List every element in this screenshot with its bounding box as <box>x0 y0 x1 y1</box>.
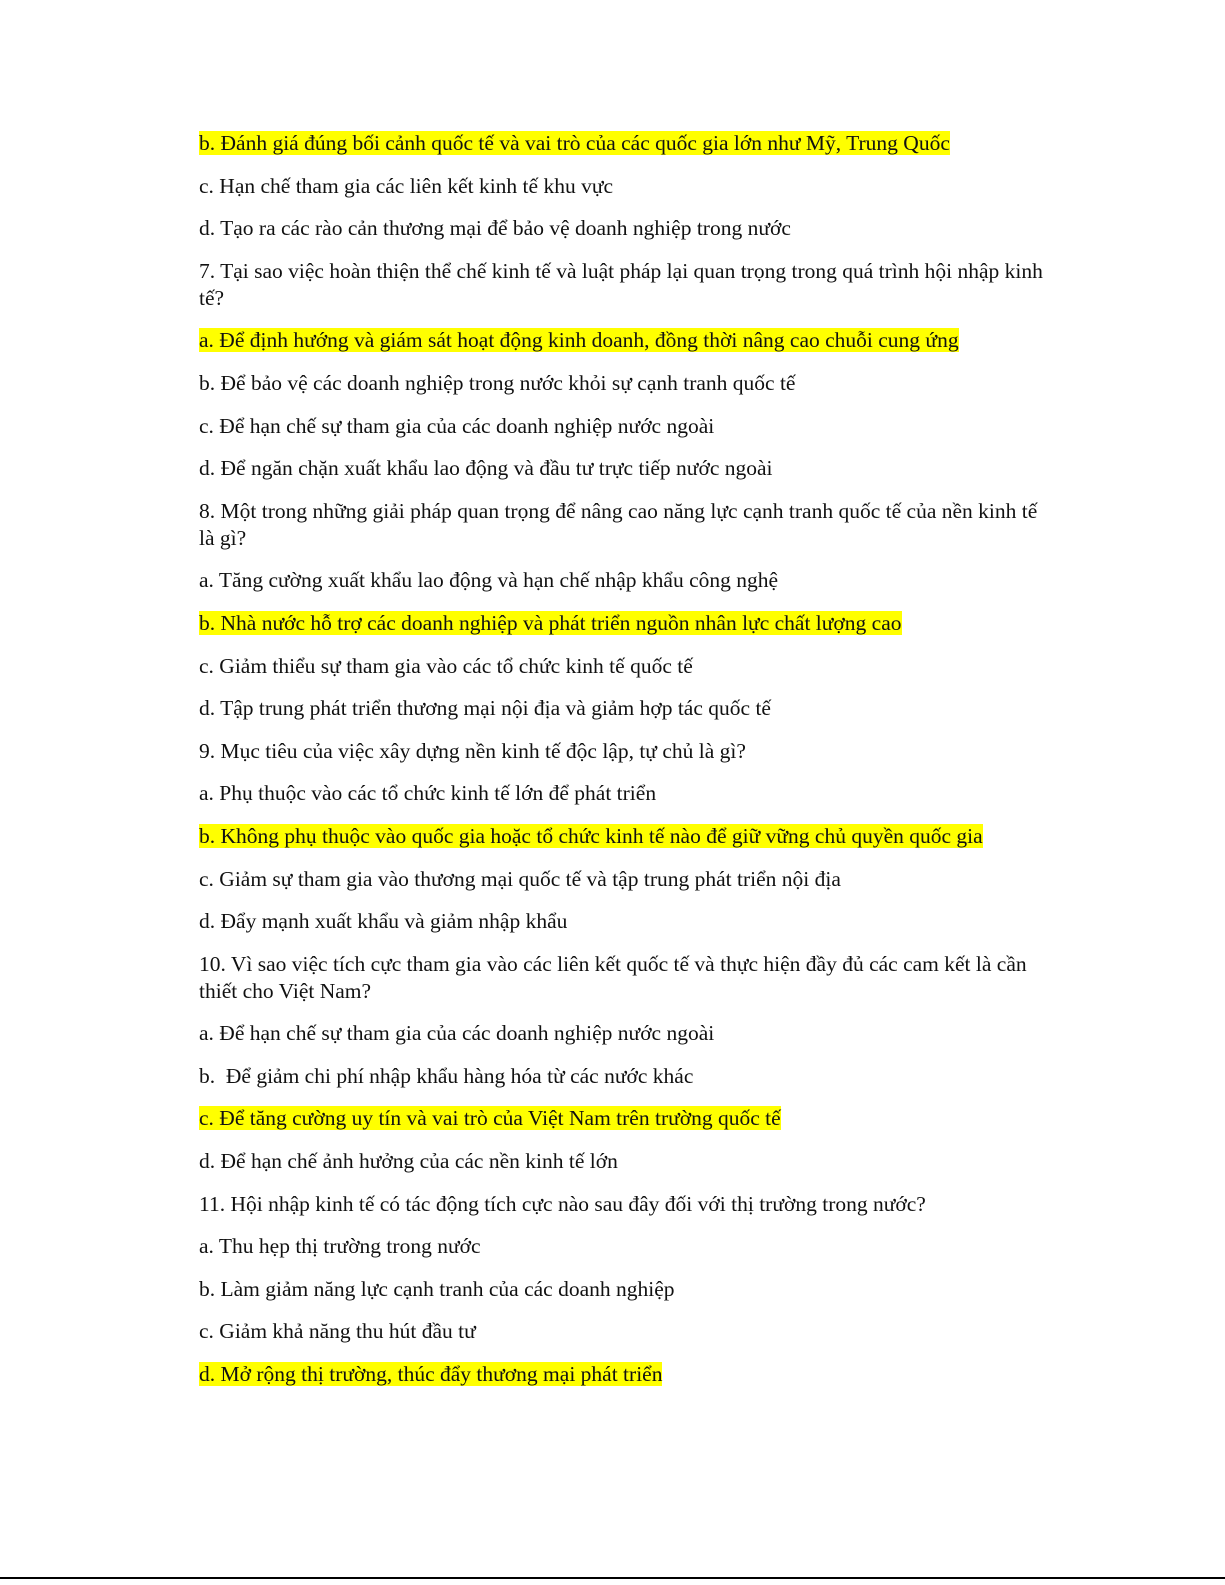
question-8: 8. Một trong những giải pháp quan trọng để nâng cao năng lực cạnh tranh quốc tế của nền kinh tế là gì? <box>199 498 1038 550</box>
answer-option: a. Thu hẹp thị trường trong nước <box>199 1234 481 1259</box>
answer-option: b. Để bảo vệ các doanh nghiệp trong nước khỏi sự cạnh tranh quốc tế <box>199 370 796 395</box>
answer-option: b. Làm giảm năng lực cạnh tranh của các doanh nghiệp <box>199 1276 675 1301</box>
answer-option: a. Tăng cường xuất khẩu lao động và hạn chế nhập khẩu công nghệ <box>199 568 779 593</box>
answer-option <box>199 610 1049 637</box>
question-7: 7. Tại sao việc hoàn thiện thể chế kinh tế và luật pháp lại quan trọng trong quá trình hội nhập kinh tế? <box>199 258 1043 310</box>
document-body <box>199 130 1049 1404</box>
question-11: 11. Hội nhập kinh tế có tác động tích cực nào sau đây đối với thị trường trong nước? <box>199 1191 926 1216</box>
highlighted-answer: b. Nhà nước hỗ trợ các doanh nghiệp và phát triển nguồn nhân lực chất lượng cao <box>199 610 902 635</box>
question-9: 9. Mục tiêu của việc xây dựng nền kinh tế độc lập, tự chủ là gì? <box>199 738 746 763</box>
page-bottom-edge <box>0 1577 1225 1579</box>
highlighted-answer: a. Để định hướng và giám sát hoạt động kinh doanh, đồng thời nâng cao chuỗi cung ứng <box>199 328 959 353</box>
answer-option: c. Giảm thiểu sự tham gia vào các tổ chức kinh tế quốc tế <box>199 653 693 678</box>
highlighted-answer: c. Để tăng cường uy tín và vai trò của Việt Nam trên trường quốc tế <box>199 1106 781 1131</box>
highlighted-answer: b. Đánh giá đúng bối cảnh quốc tế và vai trò của các quốc gia lớn như Mỹ, Trung Quốc <box>199 131 950 155</box>
answer-option: b. Để giảm chi phí nhập khẩu hàng hóa từ các nước khác <box>199 1063 694 1088</box>
answer-option <box>199 327 1049 354</box>
answer-option <box>199 823 1049 850</box>
answer-option: c. Giảm sự tham gia vào thương mại quốc tế và tập trung phát triển nội địa <box>199 866 841 891</box>
answer-option: a. Phụ thuộc vào các tổ chức kinh tế lớn để phát triển <box>199 781 657 806</box>
highlighted-answer: d. Mở rộng thị trường, thúc đẩy thương mại phát triển <box>199 1362 663 1387</box>
answer-option <box>199 1361 1049 1388</box>
answer-option: a. Để hạn chế sự tham gia của các doanh nghiệp nước ngoài <box>199 1021 715 1046</box>
answer-option <box>199 130 1049 157</box>
highlighted-answer: b. Không phụ thuộc vào quốc gia hoặc tổ chức kinh tế nào để giữ vững chủ quyền quốc gia <box>199 823 983 848</box>
answer-option: d. Tạo ra các rào cản thương mại để bảo vệ doanh nghiệp trong nước <box>199 216 791 241</box>
answer-option: d. Để hạn chế ảnh hưởng của các nền kinh tế lớn <box>199 1149 618 1174</box>
answer-option <box>199 1105 1049 1132</box>
question-10: 10. Vì sao việc tích cực tham gia vào các liên kết quốc tế và thực hiện đầy đủ các cam kết là cần thiết cho Việt Nam? <box>199 951 1027 1003</box>
answer-option: d. Để ngăn chặn xuất khẩu lao động và đầu tư trực tiếp nước ngoài <box>199 456 773 481</box>
answer-option: d. Đẩy mạnh xuất khẩu và giảm nhập khẩu <box>199 909 568 934</box>
answer-option: d. Tập trung phát triển thương mại nội địa và giảm hợp tác quốc tế <box>199 696 771 721</box>
answer-option: c. Để hạn chế sự tham gia của các doanh nghiệp nước ngoài <box>199 413 715 438</box>
answer-option: c. Giảm khả năng thu hút đầu tư <box>199 1319 476 1344</box>
answer-option: c. Hạn chế tham gia các liên kết kinh tế khu vực <box>199 173 614 198</box>
